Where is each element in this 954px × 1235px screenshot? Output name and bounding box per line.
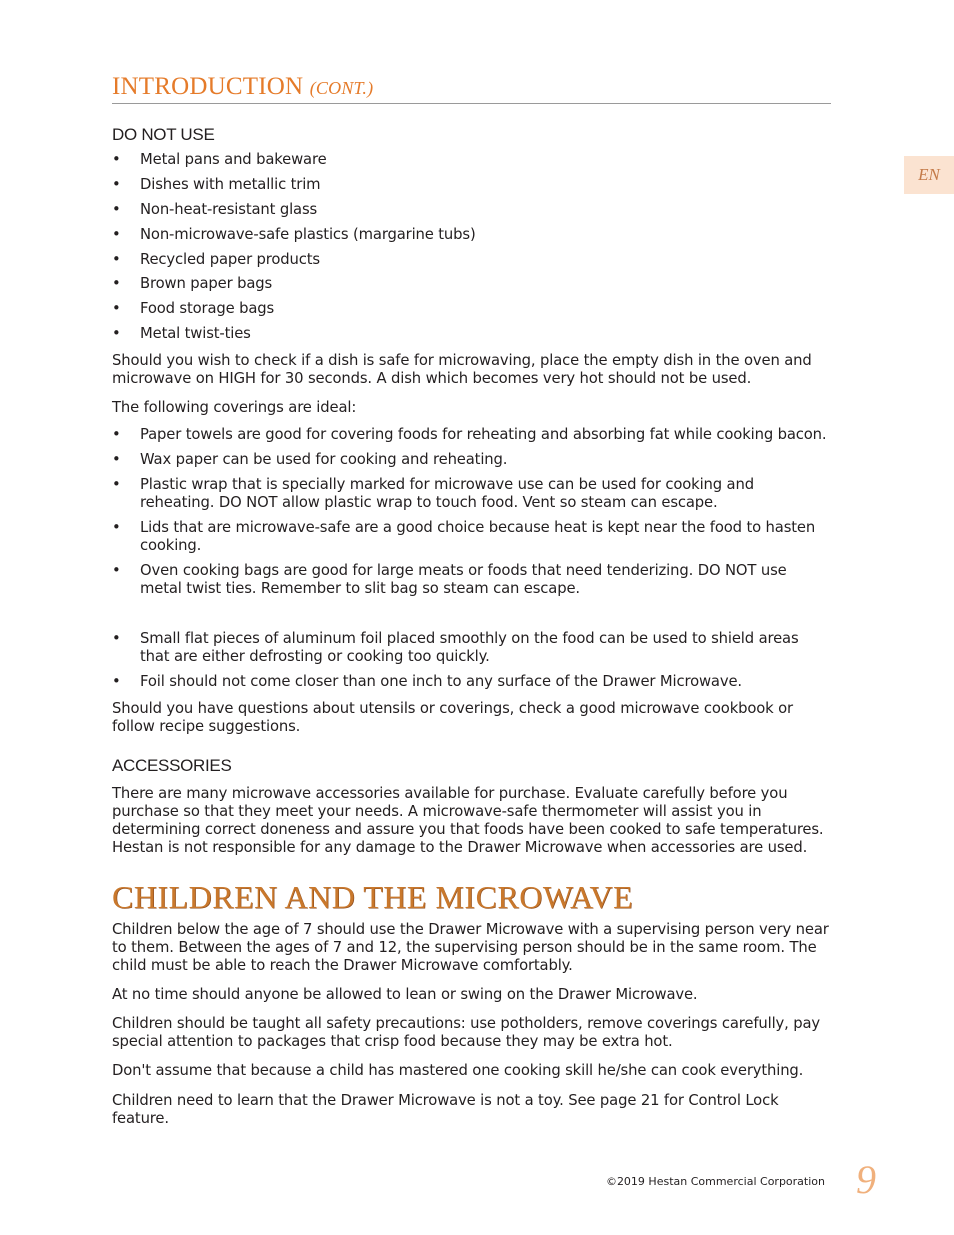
coverings-list — [112, 426, 831, 598]
children-title: CHILDREN AND THE MICROWAVE — [112, 879, 634, 916]
dish-check-paragraph: Should you wish to check if a dish is safe for microwaving, place the empty dish in the oven and microwave on HIGH for 30 seconds. A dish which becomes very hot should not be used. — [112, 352, 812, 388]
list-item: • Foil should not come closer than one inch to any surface of the Drawer Microwave. — [112, 673, 831, 691]
list-item: • Plastic wrap that is specially marked for microwave use can be used for cooking and reheating. DO NOT allow plastic wrap to touch food. Vent so steam can escape. — [112, 476, 831, 512]
coverings-intro: The following coverings are ideal: — [112, 399, 357, 417]
list-item: • Food storage bags — [112, 300, 831, 318]
page-content — [112, 72, 831, 1139]
list-item: • Oven cooking bags are good for large meats or foods that need tenderizing. DO NOT use metal twist ties. Remember to slit bag so steam can escape. — [112, 562, 831, 598]
list-item: • Metal pans and bakeware — [112, 151, 831, 169]
accessories-paragraph: There are many microwave accessories available for purchase. Evaluate carefully before you purchase so that they meet your needs. A microwave-safe thermometer will assist you in determining correct doneness and assure you that foods have been cooked to safe temperatures. Hestan is not responsible for any damage to the Drawer Microwave when accessories are used. — [112, 785, 824, 857]
section-title-cont: (CONT.) — [309, 78, 374, 98]
list-item: • Dishes with metallic trim — [112, 176, 831, 194]
list-item: • Recycled paper products — [112, 251, 831, 269]
list-item: • Lids that are microwave-safe are a good choice because heat is kept near the food to hasten cooking. — [112, 519, 831, 555]
do-not-use-list — [112, 151, 831, 343]
children-paragraph: Children below the age of 7 should use the Drawer Microwave with a supervising person very near to them. Between the ages of 7 and 12, the supervising person should be in the same room. The child must be able to reach the Drawer Microwave comfortably. — [112, 921, 829, 975]
children-paragraph: Children need to learn that the Drawer Microwave is not a toy. See page 21 for Control Lock feature. — [112, 1092, 779, 1128]
accessories-heading: ACCESSORIES — [112, 756, 232, 776]
list-item: • Metal twist-ties — [112, 325, 831, 343]
children-paragraph: At no time should anyone be allowed to lean or swing on the Drawer Microwave. — [112, 986, 698, 1004]
children-paragraph: Don't assume that because a child has mastered one cooking skill he/she can cook everything. — [112, 1062, 804, 1080]
children-paragraph: Children should be taught all safety precautions: use potholders, remove coverings carefully, pay special attention to packages that crisp food because they may be extra hot. — [112, 1015, 821, 1051]
list-item: • Wax paper can be used for cooking and reheating. — [112, 451, 831, 469]
section-title-text: INTRODUCTION — [112, 73, 304, 100]
section-title — [112, 72, 831, 104]
language-tab-en[interactable]: EN — [904, 156, 954, 194]
list-item: • Paper towels are good for covering foods for reheating and absorbing fat while cooking bacon. — [112, 426, 831, 444]
list-item: • Non-heat-resistant glass — [112, 201, 831, 219]
foil-list — [112, 630, 831, 691]
spacer — [112, 605, 831, 630]
questions-paragraph: Should you have questions about utensils or coverings, check a good microwave cookbook or follow recipe suggestions. — [112, 700, 793, 736]
list-item: • Non-microwave-safe plastics (margarine tubs) — [112, 226, 831, 244]
list-item: • Brown paper bags — [112, 275, 831, 293]
page-number: 9 — [856, 1157, 876, 1202]
list-item: • Small flat pieces of aluminum foil placed smoothly on the food can be used to shield areas that are either defrosting or cooking too quickly. — [112, 630, 831, 666]
copyright-footer: ©2019 Hestan Commercial Corporation — [605, 1175, 825, 1188]
do-not-use-heading: DO NOT USE — [112, 125, 215, 144]
